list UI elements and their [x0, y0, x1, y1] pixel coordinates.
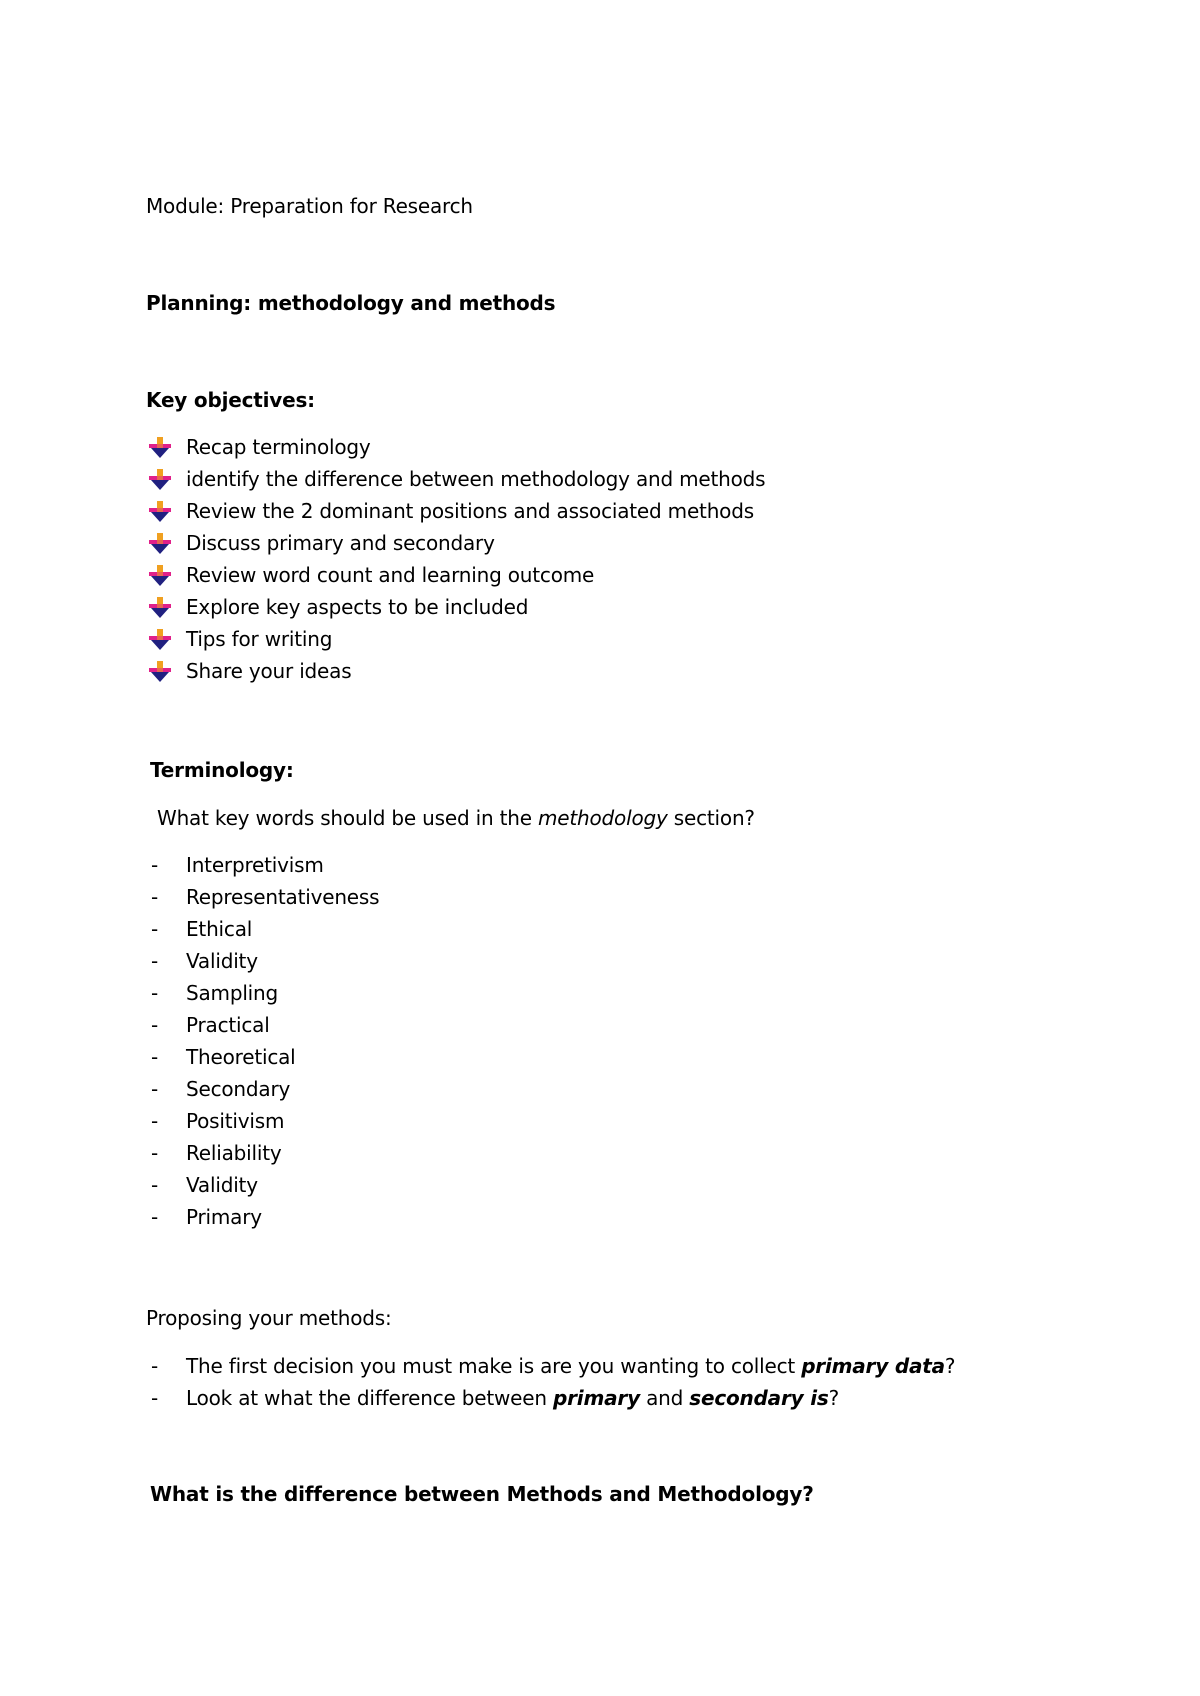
arrow-down-bullet-icon	[149, 469, 171, 491]
dash-marker: -	[151, 1109, 159, 1133]
terminology-question	[157, 805, 755, 831]
terminology-item-label: Reliability	[186, 1141, 282, 1165]
terminology-question-start: What key words should be used in the	[157, 806, 539, 830]
dash-marker: -	[151, 1045, 159, 1069]
arrow-down-bullet-icon	[149, 437, 171, 459]
dash-marker: -	[151, 1205, 159, 1229]
dash-marker: -	[151, 1173, 159, 1197]
terminology-item-label: Primary	[186, 1205, 262, 1229]
terminology-item-label: Validity	[186, 1173, 258, 1197]
dash-marker: -	[151, 853, 159, 877]
objective-item-label: Review the 2 dominant positions and associated methods	[186, 499, 754, 523]
terminology-question-end: section?	[667, 806, 755, 830]
dash-marker: -	[151, 1141, 159, 1165]
dash-marker: -	[151, 885, 159, 909]
arrow-down-bullet-icon	[149, 597, 171, 619]
dash-marker: -	[151, 917, 159, 941]
terminology-item-label: Theoretical	[186, 1045, 296, 1069]
objectives-heading: Key objectives:	[146, 388, 315, 412]
terminology-item-label: Representativeness	[186, 885, 380, 909]
proposing-item-text-end: ?	[828, 1386, 840, 1410]
proposing-heading: Proposing your methods:	[146, 1306, 392, 1330]
objective-item-label: Review word count and learning outcome	[186, 563, 595, 587]
proposing-item-text	[186, 1353, 955, 1379]
dash-marker: -	[151, 949, 159, 973]
dash-marker: -	[151, 1354, 159, 1378]
arrow-down-bullet-icon	[149, 629, 171, 651]
dash-marker: -	[151, 1386, 159, 1410]
arrow-down-bullet-icon	[149, 565, 171, 587]
arrow-down-bullet-icon	[149, 501, 171, 523]
terminology-item-label: Interpretivism	[186, 853, 324, 877]
terminology-item-label: Ethical	[186, 917, 253, 941]
module-title: Module: Preparation for Research	[146, 194, 473, 218]
terminology-item-label: Validity	[186, 949, 258, 973]
proposing-item-text-start: The first decision you must make is are you wanting to collect	[186, 1354, 802, 1378]
objective-item-label: Tips for writing	[186, 627, 333, 651]
objective-item-label: Recap terminology	[186, 435, 371, 459]
emphasis-text: secondary is	[689, 1386, 829, 1410]
emphasis-text: primary data	[801, 1354, 945, 1378]
proposing-item-text	[186, 1385, 839, 1411]
proposing-item-text-end: ?	[944, 1354, 956, 1378]
terminology-item-label: Practical	[186, 1013, 270, 1037]
objective-item-label: Discuss primary and secondary	[186, 531, 495, 555]
objective-item-label: Explore key aspects to be included	[186, 595, 529, 619]
dash-marker: -	[151, 1013, 159, 1037]
dash-marker: -	[151, 1077, 159, 1101]
terminology-heading: Terminology:	[150, 758, 294, 782]
terminology-item-label: Positivism	[186, 1109, 285, 1133]
proposing-item-text-mid: and	[639, 1386, 690, 1410]
objective-item-label: Share your ideas	[186, 659, 352, 683]
terminology-question-italic: methodology	[538, 806, 668, 830]
objective-item-label: identify the difference between methodology and methods	[186, 467, 766, 491]
proposing-item-text-start: Look at what the difference between	[186, 1386, 554, 1410]
emphasis-text: primary	[553, 1386, 640, 1410]
arrow-down-bullet-icon	[149, 533, 171, 555]
planning-heading: Planning: methodology and methods	[146, 291, 556, 315]
final-question: What is the difference between Methods and Methodology?	[150, 1482, 814, 1506]
arrow-down-bullet-icon	[149, 661, 171, 683]
terminology-item-label: Secondary	[186, 1077, 291, 1101]
terminology-item-label: Sampling	[186, 981, 279, 1005]
dash-marker: -	[151, 981, 159, 1005]
